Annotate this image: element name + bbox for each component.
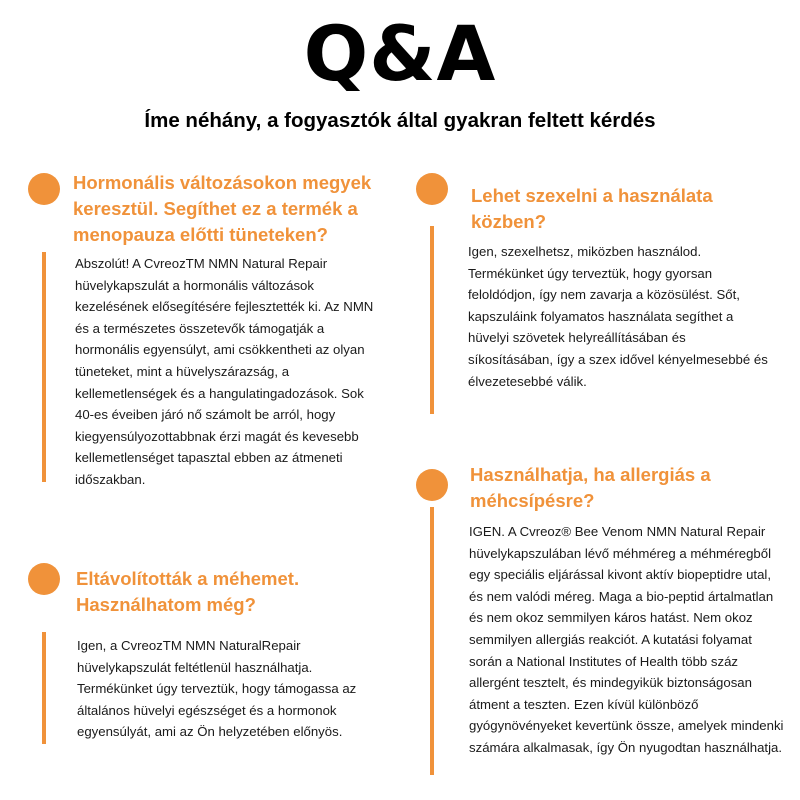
answer-divider <box>42 252 46 482</box>
bullet-dot-icon <box>28 563 60 595</box>
answer-divider <box>430 226 434 414</box>
question-heading: Hormonális változásokon megyek keresztül. Segíthet ez a termék a menopauza előtti tüneteken? <box>73 172 372 245</box>
question-heading: Eltávolították a méhemet. Használhatom még? <box>76 568 300 615</box>
answer-text: Igen, a CvreozTM NMN NaturalRepair hüvelykapszulát feltétlenül használhatja. Termékünket úgy terveztük, hogy támogassa az általános hüvelyi egészséget és a hormonok egyensúlyát, ami az Ön helyzetében előnyös. <box>77 638 357 740</box>
answer-text: Abszolút! A CvreozTM NMN Natural Repair hüvelykapszulát a hormonális változások kezelésének elősegítésére fejlesztették ki. Az NMN és a természetes összetevők támogatják a hormonális egyensúlyt, ami csökkentheti az olyan tüneteket, mint a hüvelyszárazság, a kellemetlenségek és a hangulatingadozások. Sok 40-es éveiben járó nő számolt be arról, hogy kiegyensúlyozottabbnak érzi magát és kevesebb kellemetlenséget tapasztal ebben az átmeneti időszakban. <box>75 256 374 487</box>
bullet-dot-icon <box>28 173 60 205</box>
answer-text: IGEN. A Cvreoz® Bee Venom NMN Natural Repair hüvelykapszulában lévő méhméreg a méhméregből egy speciális eljárással kivont aktív biopeptidre utal, és nem valódi méreg. Maga a bio-peptid ártalmatlan és nem okoz semmilyen káros hatást. Nem okoz semmilyen allergiás reakciót. A kutatási folyamat során a National Institutes of Health több száz allergént tesztelt, és mindegyikük biztonságosan átment a teszten. Ezen kívül különböző gyógynövényeket kevertünk össze, amelyek mindenki számára alkalmasak, így Ön nyugodtan használhatja. <box>469 524 784 755</box>
question-heading: Lehet szexelni a használata közben? <box>471 185 713 232</box>
page-title: Q&A <box>303 9 497 98</box>
bullet-dot-icon <box>416 469 448 501</box>
page-subtitle: Íme néhány, a fogyasztók által gyakran feltett kérdés <box>144 109 656 132</box>
answer-divider <box>42 632 46 744</box>
bullet-dot-icon <box>416 173 448 205</box>
question-heading: Használhatja, ha allergiás a méhcsípésre? <box>470 464 711 511</box>
answer-text: Igen, szexelhetsz, miközben használod. Termékünket úgy terveztük, hogy gyorsan feloldódjon, így nem zavarja a közösülést. Sőt, kapszuláink folyamatos használata segíthet a hüvelyi szövetek helyreállításában és síkosításában, így a szex idővel kényelmesebbé és élvezetesebbé válik. <box>468 244 768 389</box>
answer-divider <box>430 507 434 775</box>
